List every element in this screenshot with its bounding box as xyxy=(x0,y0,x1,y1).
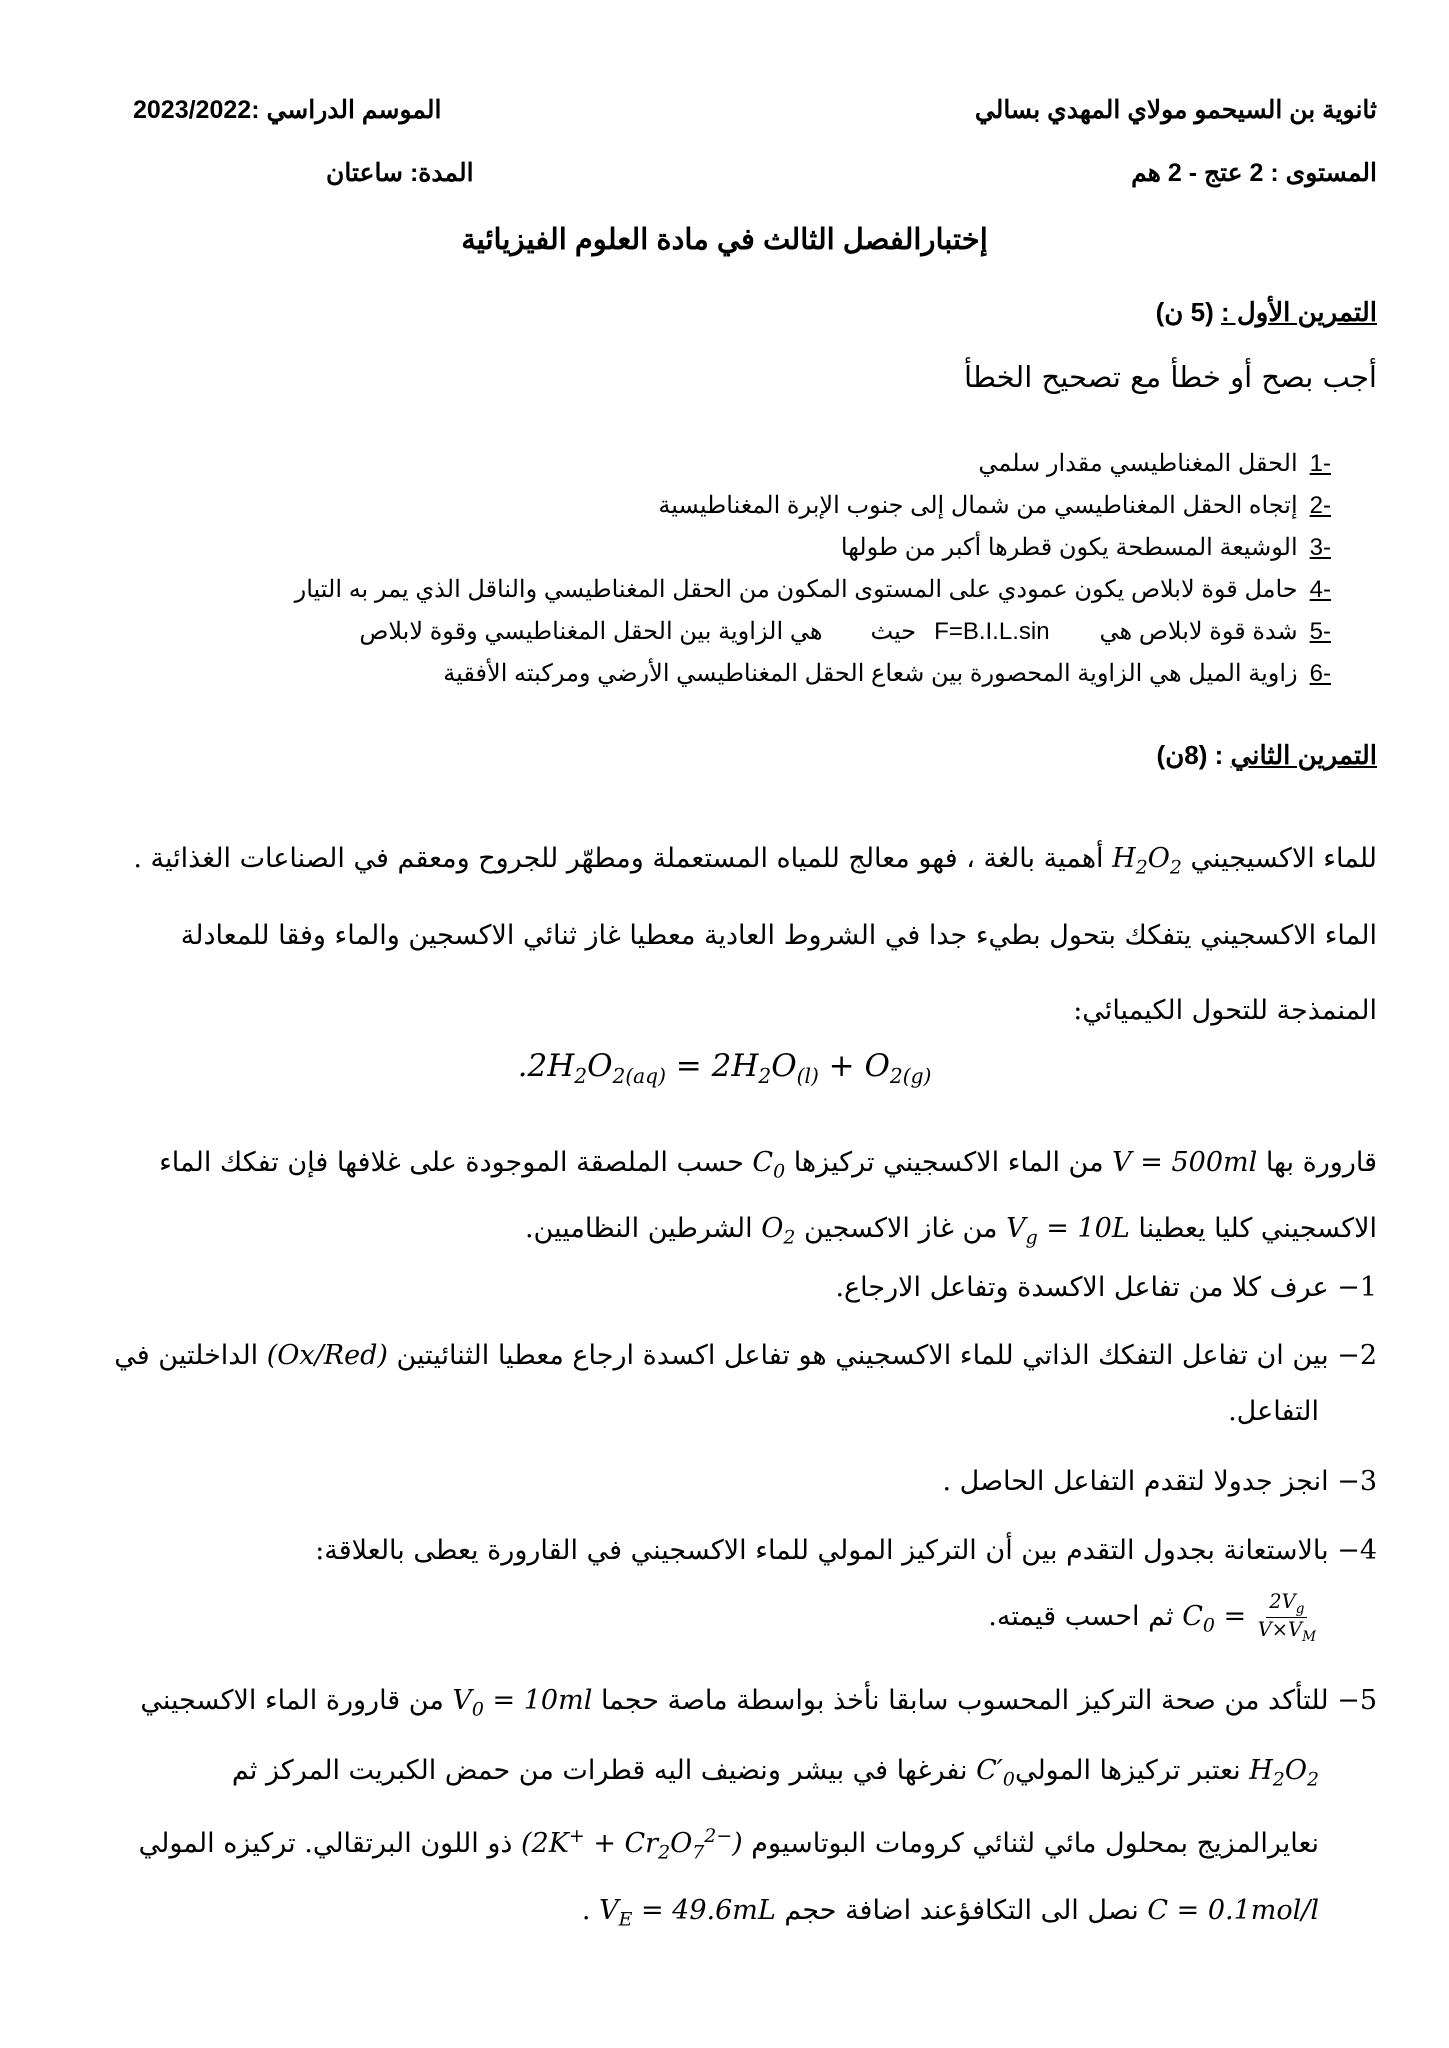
text: نعتبر تركيزها المولي xyxy=(1014,1755,1241,1786)
exercise1-instruction: أجب بصح أو خطأ مع تصحيح الخطأ xyxy=(964,360,1377,394)
text: 5− للتأكد من صحة التركيز المحسوب سابقا نأخذ بواسطة ماصة حجما xyxy=(600,1685,1377,1716)
text: ثم احسب قيمته. xyxy=(988,1600,1174,1632)
text: أهمية بالغة ، فهو معالج للمياه المستعملة ومطهّر للجروح ومعقم في الصناعات الغذائية . xyxy=(133,843,1104,874)
text: نعايرالمزيج بمحلول مائي لثنائي كرومات البوتاسيوم xyxy=(751,1828,1319,1859)
question-4-formula xyxy=(988,1590,1319,1645)
item-text: الوشيعة المسطحة يكون قطرها أكبر من طولها xyxy=(840,534,1298,561)
question-4: 4− بالاستعانة بجدول التقدم بين أن التركيز المولي للماء الاكسجيني في القارورة يعطى بالعلاقة: xyxy=(315,1535,1377,1566)
text: . xyxy=(581,1895,591,1926)
text: من الماء الاكسجيني تركيزها xyxy=(793,1147,1104,1178)
question-1: 1− عرف كلا من تفاعل الاكسدة وتفاعل الارجاع. xyxy=(835,1272,1377,1303)
dichromate-formula: $(2K^+ + Cr_2O_7^{2-})$ xyxy=(521,1825,743,1864)
item-text: حامل قوة لابلاص يكون عمودي على المستوى المكون من الحقل المغناطيسي والناقل الذي يمر به التيار xyxy=(294,576,1298,603)
text: من غاز الاكسجين xyxy=(803,1213,998,1244)
question-5-line3 xyxy=(139,1825,1319,1863)
exercise2-points: : (8ن) xyxy=(1156,740,1224,770)
item-text: الحقل المغناطيسي مقدار سلمي xyxy=(978,450,1298,477)
school-name: ثانوية بن السيحمو مولاي المهدي بسالي xyxy=(974,96,1377,124)
paragraph-decomposition: الماء الاكسجيني يتفكك بتحول بطيء جدا في الشروط العادية معطيا غاز ثنائي الاكسجين والماء وفقا للمعادلة xyxy=(180,920,1377,951)
duration-label: المدة: ساعتان xyxy=(326,159,474,187)
item-text: حيث xyxy=(870,618,917,645)
text: الشرطين النظاميين. xyxy=(524,1213,753,1244)
c0-symbol: $C_0$ xyxy=(752,1147,786,1183)
exercise2-title: التمرين الثاني xyxy=(1230,740,1377,770)
v0-formula: $V_0 = 10ml$ xyxy=(452,1685,593,1721)
item-number: -4 xyxy=(1309,576,1331,603)
question-3: 3− انجز جدولا لتقدم التفاعل الحاصل . xyxy=(942,1466,1377,1497)
concentration-formula: C = 0.1mol/l xyxy=(1147,1895,1319,1926)
item-number: -3 xyxy=(1309,534,1331,561)
question-5-line2 xyxy=(232,1755,1319,1790)
ve-formula: $V_E = 49.6mL$ xyxy=(599,1895,776,1931)
text: نفرغها في بيشر ونضيف اليه قطرات من حمض الكبريت المركز ثم xyxy=(231,1755,968,1786)
ox-red-formula: (Ox/Red) xyxy=(266,1340,388,1371)
vg-formula: $V_g = 10L$ xyxy=(1006,1213,1130,1249)
question-2 xyxy=(114,1340,1377,1371)
text: 2− بين ان تفاعل التفكك الذاتي للماء الاكسجيني هو تفاعل اكسدة ارجاع معطيا الثنائيتين xyxy=(396,1340,1377,1371)
page-title: إختبارالفصل الثالث في مادة العلوم الفيزيائية xyxy=(461,224,988,256)
item-number: -5 xyxy=(1309,618,1331,645)
item-number: -1 xyxy=(1309,450,1331,477)
laplace-formula: F=B.I.L.sin xyxy=(934,618,1050,645)
exercise2-body xyxy=(77,0,1377,2048)
paragraph-gas xyxy=(525,1213,1377,1248)
question-5 xyxy=(140,1685,1377,1720)
text: قارورة بها xyxy=(1265,1147,1377,1178)
c0-prime-symbol: $C'_0$ xyxy=(976,1755,1015,1791)
level-label: المستوى : 2 عتج - 2 هم xyxy=(1131,159,1377,187)
paragraph-intro xyxy=(133,843,1377,878)
text: الاكسجيني كليا يعطينا xyxy=(1138,1213,1377,1244)
item-text: هي الزاوية بين الحقل المغناطيسي وقوة لابلاص xyxy=(359,618,823,645)
item-text: إتجاه الحقل المغناطيسي من شمال إلى جنوب الإبرة المغناطيسية xyxy=(658,492,1298,519)
paragraph-model: المنمذجة للتحول الكيميائي: xyxy=(1073,995,1377,1026)
volume-formula: V = 500ml xyxy=(1112,1147,1258,1178)
exercise1-title: التمرين الأول : xyxy=(1221,297,1377,327)
exercise1-points: (5 ن) xyxy=(1155,297,1214,327)
text: نصل الى التكافؤعند اضافة حجم xyxy=(784,1895,1139,1926)
decomposition-equation: $.2H_2O_{2(aq)} = 2H_2O_{(l)} + O_{2(g)}$ xyxy=(517,1048,932,1089)
season-label: الموسم الدراسي : xyxy=(251,96,442,124)
o2-formula: $O_2$ xyxy=(761,1213,796,1249)
h2o2-formula: $H_2O_2$ xyxy=(1249,1755,1319,1791)
question-2-cont: التفاعل. xyxy=(1228,1396,1319,1427)
text: ذو اللون البرتقالي. تركيزه المولي xyxy=(138,1828,513,1859)
c0-relation: $C_0$ = $\frac{2V_g}{V\times V_M}$ xyxy=(1182,1590,1319,1645)
item-number: -2 xyxy=(1309,492,1331,519)
season-value: 2023/2022 xyxy=(133,96,252,124)
text: من قارورة الماء الاكسجيني xyxy=(140,1685,444,1716)
text: للماء الاكسيجيني xyxy=(1190,843,1377,874)
item-number: -6 xyxy=(1309,660,1331,687)
text: الداخلتين في xyxy=(114,1340,259,1371)
item-text: شدة قوة لابلاص هي xyxy=(1099,618,1298,645)
fraction: $\frac{2V_g}{V\times V_M}$ xyxy=(1257,1590,1316,1645)
h2o2-formula: $H_2O_2$ xyxy=(1112,843,1182,879)
paragraph-bottle xyxy=(159,1147,1377,1182)
text: حسب الملصقة الموجودة على غلافها فإن تفكك الماء xyxy=(159,1147,744,1178)
question-5-line4 xyxy=(582,1895,1319,1930)
item-text: زاوية الميل هي الزاوية المحصورة بين شعاع الحقل المغناطيسي الأرضي ومركبته الأفقية xyxy=(443,660,1298,687)
